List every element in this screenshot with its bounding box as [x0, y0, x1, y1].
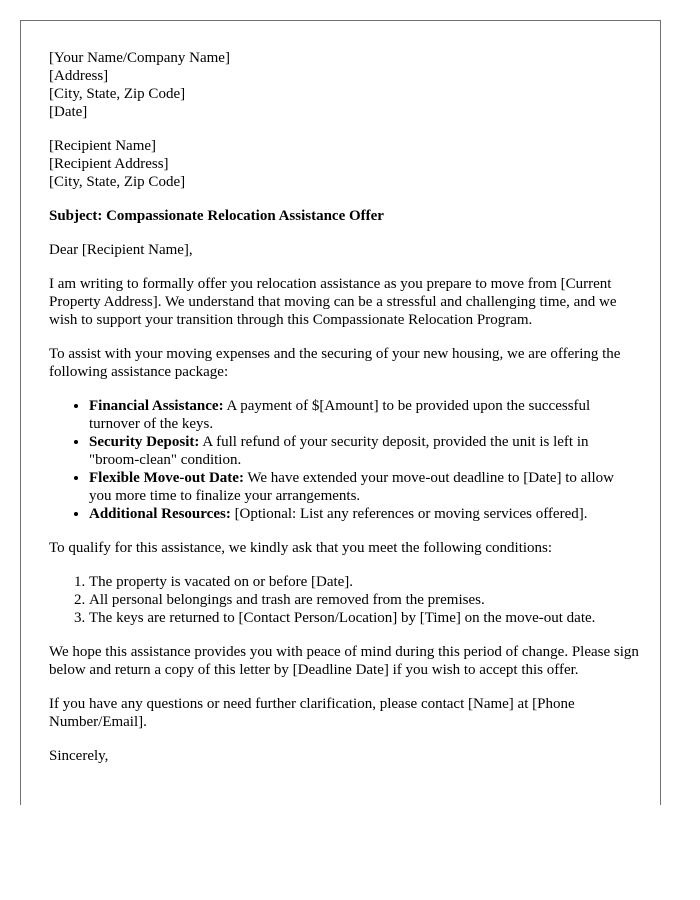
package-intro-paragraph: To assist with your moving expenses and the securing of your new housing, we are offering the following assistance package:	[49, 346, 621, 380]
intro-paragraph: I am writing to formally offer you relocation assistance as you prepare to move from [Current Property Address]. We understand that moving can be a stressful and challenging time, and we wish to support your transition through this Compassionate Relocation Program.	[49, 276, 617, 328]
benefit-item	[89, 469, 639, 505]
conditions-intro-paragraph: To qualify for this assistance, we kindly ask that you meet the following conditions:	[49, 540, 553, 556]
greeting: Dear [Recipient Name],	[49, 242, 193, 258]
benefit-item	[89, 505, 639, 523]
conditions-list	[49, 573, 639, 627]
benefit-term: Flexible Move-out Date:	[89, 470, 244, 486]
benefit-term: Financial Assistance:	[89, 398, 224, 414]
benefit-item	[89, 397, 639, 433]
recipient-address: [Recipient Address]	[49, 156, 169, 172]
benefit-item	[89, 433, 639, 469]
recipient-name: [Recipient Name]	[49, 138, 157, 154]
recipient-city: [City, State, Zip Code]	[49, 174, 186, 190]
benefits-list	[49, 397, 639, 523]
sender-address: [Address]	[49, 68, 109, 84]
letter-body	[49, 49, 639, 781]
benefit-term: Additional Resources:	[89, 506, 231, 522]
benefit-term: Security Deposit:	[89, 434, 200, 450]
condition-item: 2. All personal belongings and trash are removed from the premises.	[89, 591, 639, 609]
benefit-text: A payment of $[Amount] to be provided upon the successful turnover of the keys.	[89, 398, 591, 432]
letter-page	[20, 20, 661, 805]
benefit-text: [Optional: List any references or moving services offered].	[230, 506, 588, 522]
sender-city: [City, State, Zip Code]	[49, 86, 186, 102]
subject-line: Subject: Compassionate Relocation Assistance Offer	[49, 208, 384, 224]
condition-item: 1. The property is vacated on or before [Date].	[89, 573, 639, 591]
closing-paragraph: We hope this assistance provides you with peace of mind during this period of change. Please sign below and return a copy of this letter by [Deadline Date] if you wish to accept this offer.	[49, 644, 639, 678]
benefit-text: A full refund of your security deposit, provided the unit is left in "broom-clean" condition.	[89, 434, 589, 468]
benefit-text: We have extended your move-out deadline to [Date] to allow you more time to finalize your arrangements.	[89, 470, 615, 504]
sign-off: Sincerely,	[49, 748, 109, 764]
sender-name: [Your Name/Company Name]	[49, 50, 230, 66]
sender-block	[49, 49, 639, 121]
recipient-block	[49, 137, 639, 191]
letter-date: [Date]	[49, 104, 88, 120]
condition-item: 3. The keys are returned to [Contact Person/Location] by [Time] on the move-out date.	[89, 609, 639, 627]
contact-paragraph: If you have any questions or need further clarification, please contact [Name] at [Phone Number/Email].	[49, 696, 575, 730]
